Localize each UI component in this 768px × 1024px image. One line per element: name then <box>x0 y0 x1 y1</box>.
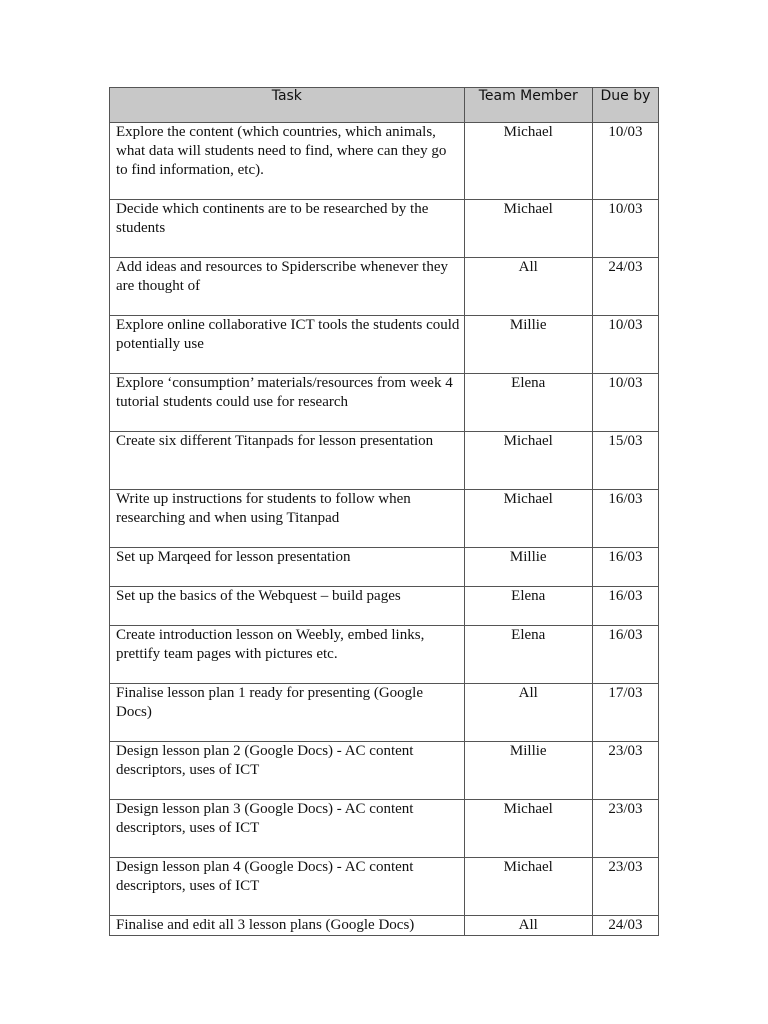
team-member-cell: All <box>464 258 592 316</box>
due-date-cell: 23/03 <box>592 800 658 858</box>
task-cell: Explore ‘consumption’ materials/resources from week 4 tutorial students could use for research <box>110 374 465 432</box>
team-member-cell: Michael <box>464 490 592 548</box>
table-row <box>110 374 659 432</box>
table-row <box>110 916 659 936</box>
task-cell: Set up the basics of the Webquest – build pages <box>110 587 465 626</box>
team-member-cell: All <box>464 684 592 742</box>
team-member-cell: Millie <box>464 742 592 800</box>
due-date-cell: 24/03 <box>592 258 658 316</box>
header-team-member: Team Member <box>464 88 592 123</box>
task-cell: Decide which continents are to be researched by the students <box>110 200 465 258</box>
task-cell: Design lesson plan 2 (Google Docs) - AC content descriptors, uses of ICT <box>110 742 465 800</box>
header-task: Task <box>110 88 465 123</box>
due-date-cell: 16/03 <box>592 587 658 626</box>
due-date-cell: 17/03 <box>592 684 658 742</box>
table-header-row <box>110 88 659 123</box>
team-member-cell: Michael <box>464 800 592 858</box>
task-cell: Set up Marqeed for lesson presentation <box>110 548 465 587</box>
team-member-cell: Millie <box>464 548 592 587</box>
team-member-cell: Millie <box>464 316 592 374</box>
team-member-cell: Elena <box>464 587 592 626</box>
task-cell: Design lesson plan 3 (Google Docs) - AC content descriptors, uses of ICT <box>110 800 465 858</box>
due-date-cell: 15/03 <box>592 432 658 490</box>
table-row <box>110 587 659 626</box>
table-row <box>110 684 659 742</box>
due-date-cell: 24/03 <box>592 916 658 936</box>
team-member-cell: Michael <box>464 858 592 916</box>
team-member-cell: Michael <box>464 123 592 200</box>
header-due-by: Due by <box>592 88 658 123</box>
due-date-cell: 16/03 <box>592 548 658 587</box>
task-cell: Add ideas and resources to Spiderscribe whenever they are thought of <box>110 258 465 316</box>
due-date-cell: 10/03 <box>592 123 658 200</box>
due-date-cell: 10/03 <box>592 200 658 258</box>
table-row <box>110 626 659 684</box>
due-date-cell: 16/03 <box>592 490 658 548</box>
task-cell: Design lesson plan 4 (Google Docs) - AC content descriptors, uses of ICT <box>110 858 465 916</box>
task-cell: Finalise lesson plan 1 ready for presenting (Google Docs) <box>110 684 465 742</box>
table-row <box>110 200 659 258</box>
table-row <box>110 490 659 548</box>
task-cell: Write up instructions for students to follow when researching and when using Titanpad <box>110 490 465 548</box>
table-row <box>110 548 659 587</box>
task-cell: Create introduction lesson on Weebly, embed links, prettify team pages with pictures etc. <box>110 626 465 684</box>
task-cell: Create six different Titanpads for lesson presentation <box>110 432 465 490</box>
task-cell: Explore online collaborative ICT tools the students could potentially use <box>110 316 465 374</box>
task-cell: Explore the content (which countries, which animals, what data will students need to find, where can they go to find information, etc). <box>110 123 465 200</box>
table-row <box>110 858 659 916</box>
table-row <box>110 432 659 490</box>
team-member-cell: Michael <box>464 432 592 490</box>
team-member-cell: Elena <box>464 374 592 432</box>
due-date-cell: 23/03 <box>592 858 658 916</box>
due-date-cell: 16/03 <box>592 626 658 684</box>
table-row <box>110 258 659 316</box>
team-member-cell: Michael <box>464 200 592 258</box>
table-row <box>110 800 659 858</box>
table-body <box>110 123 659 936</box>
team-member-cell: All <box>464 916 592 936</box>
task-cell: Finalise and edit all 3 lesson plans (Google Docs) <box>110 916 465 936</box>
due-date-cell: 10/03 <box>592 316 658 374</box>
due-date-cell: 23/03 <box>592 742 658 800</box>
team-member-cell: Elena <box>464 626 592 684</box>
task-table <box>109 87 659 936</box>
due-date-cell: 10/03 <box>592 374 658 432</box>
table-row <box>110 123 659 200</box>
table-row <box>110 742 659 800</box>
table-row <box>110 316 659 374</box>
